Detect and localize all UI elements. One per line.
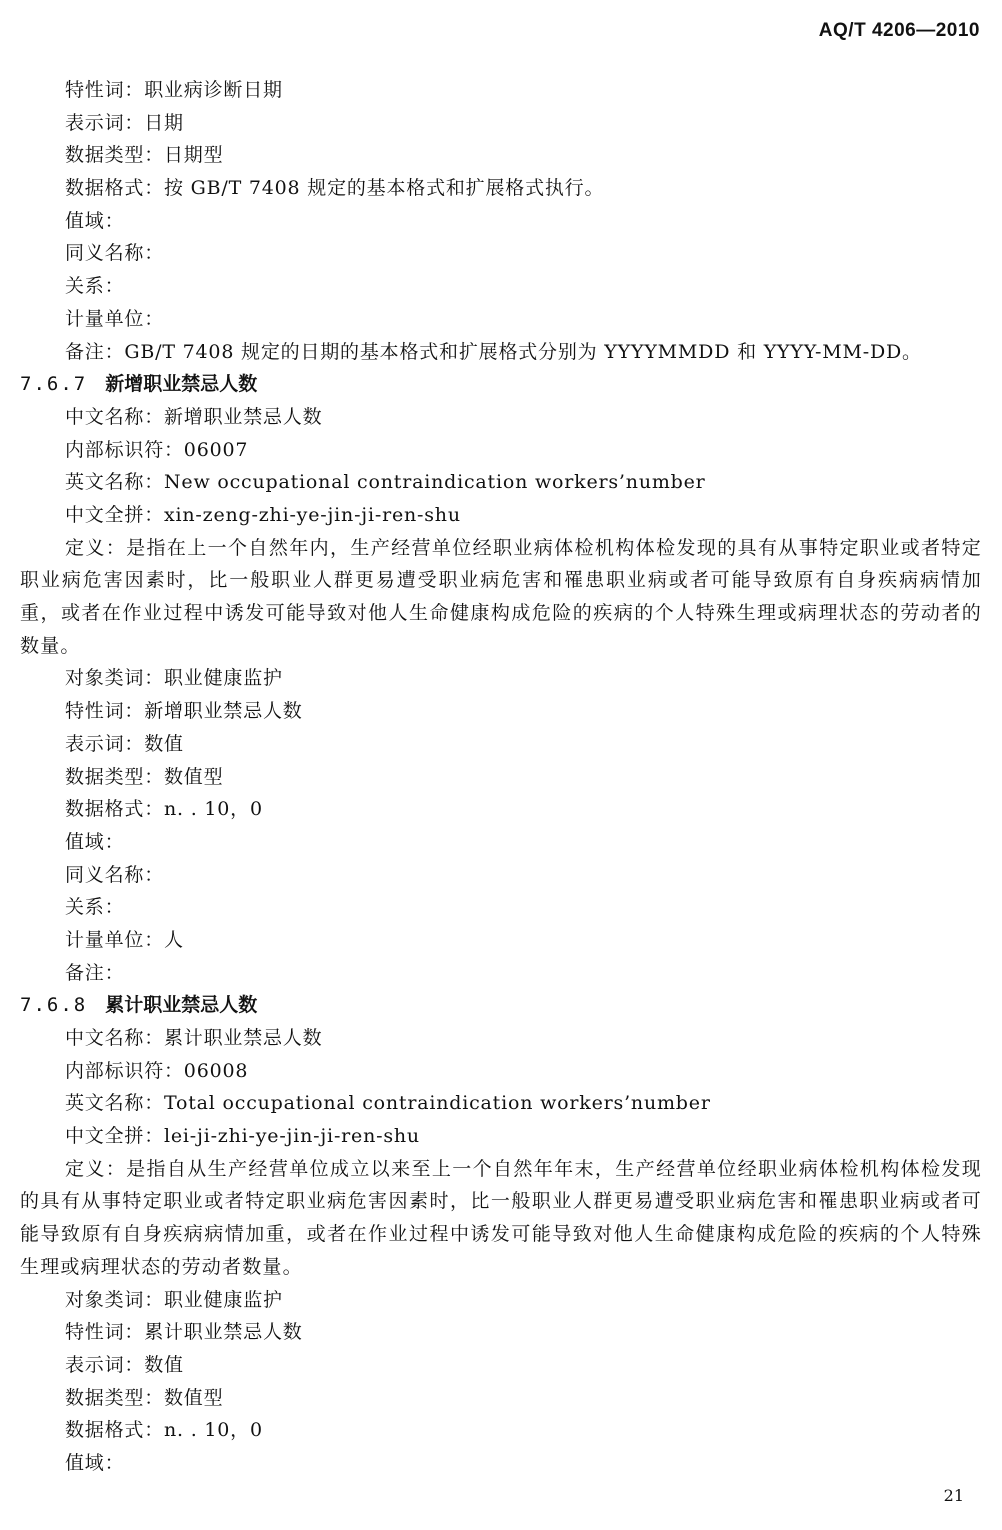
field-line: 对象类词：职业健康监护 xyxy=(65,1288,283,1311)
field-line: 同义名称： xyxy=(65,242,165,265)
page-number: 21 xyxy=(943,1486,964,1505)
field-line: 特性词：累计职业禁忌人数 xyxy=(65,1321,303,1344)
field-line: 对象类词：职业健康监护 xyxy=(65,667,283,690)
field-line: 关系： xyxy=(65,896,125,919)
field-line: 备注：GB/T 7408 规定的日期的基本格式和扩展格式分别为 YYYYMMDD 和 YYYY-MM-DD。 xyxy=(65,340,922,363)
field-line: 数据类型：数值型 xyxy=(65,765,224,788)
field-line: 值域： xyxy=(65,1452,125,1474)
field-line: 数据格式：n. . 10，0 xyxy=(65,798,263,821)
document-id-header: AQ/T 4206—2010 xyxy=(818,20,980,41)
definition-paragraph: 定义：是指自从生产经营单位成立以来至上一个自然年年末，生产经营单位经职业病体检机构体检发现的具有从事特定职业或者特定职业病危害因素时，比一般职业人群更易遭受职业病危害和罹患职业病或者可能导致原有自身疾病病情加重，或者在作业过程中诱发可能导致对他人生命健康构成危险的疾病的个人特殊生理或病理状态的劳动者数量。 xyxy=(20,1157,982,1278)
section-number: 7.6.7 xyxy=(20,373,88,396)
field-line: 表示词：数值 xyxy=(65,732,184,755)
section-title: 累计职业禁忌人数 xyxy=(105,994,258,1017)
field-line: 数据类型：日期型 xyxy=(65,144,224,167)
document-body xyxy=(20,74,982,1480)
field-line: 内部标识符：06008 xyxy=(65,1059,249,1082)
field-line: 值域： xyxy=(65,209,125,232)
section-heading-767 xyxy=(20,368,982,401)
field-line: 计量单位： xyxy=(65,307,165,330)
field-line: 中文全拼：lei-ji-zhi-ye-jin-ji-ren-shu xyxy=(65,1125,420,1148)
field-line: 中文全拼：xin-zeng-zhi-ye-jin-ji-ren-shu xyxy=(65,503,461,526)
field-line: 数据格式：按 GB/T 7408 规定的基本格式和扩展格式执行。 xyxy=(65,177,605,200)
field-line: 同义名称： xyxy=(65,863,165,886)
field-line: 备注： xyxy=(65,961,125,984)
field-line: 中文名称：累计职业禁忌人数 xyxy=(65,1027,323,1049)
field-line: 数据格式：n. . 10，0 xyxy=(65,1419,263,1442)
field-line: 英文名称：New occupational contraindication workers’number xyxy=(65,471,706,494)
section-number: 7.6.8 xyxy=(20,994,88,1017)
section-heading-768 xyxy=(20,989,982,1022)
field-line: 内部标识符：06007 xyxy=(65,438,249,461)
field-line: 计量单位：人 xyxy=(65,928,184,951)
definition-paragraph: 定义：是指在上一个自然年内，生产经营单位经职业病体检机构体检发现的具有从事特定职业或者特定职业病危害因素时，比一般职业人群更易遭受职业病危害和罹患职业病或者可能导致原有自身疾病病情加重，或者在作业过程中诱发可能导致对他人生命健康构成危险的疾病的个人特殊生理或病理状态的劳动者的数量。 xyxy=(20,536,982,657)
field-line: 表示词：数值 xyxy=(65,1353,184,1376)
field-line: 关系： xyxy=(65,275,125,298)
field-line: 特性词：新增职业禁忌人数 xyxy=(65,700,303,723)
field-line: 中文名称：新增职业禁忌人数 xyxy=(65,405,323,428)
field-line: 特性词：职业病诊断日期 xyxy=(65,79,283,101)
field-line: 值域： xyxy=(65,830,125,853)
field-line: 表示词：日期 xyxy=(65,111,184,134)
field-line: 数据类型：数值型 xyxy=(65,1386,224,1409)
section-title: 新增职业禁忌人数 xyxy=(105,373,258,396)
field-line: 英文名称：Total occupational contraindication workers’number xyxy=(65,1092,711,1115)
